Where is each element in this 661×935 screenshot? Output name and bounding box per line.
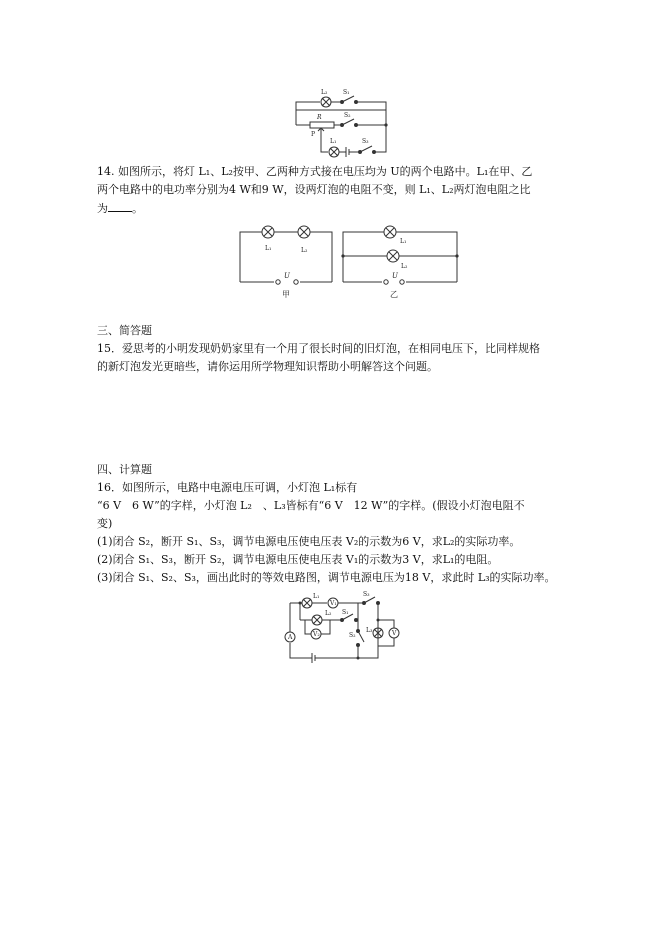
jia-label-l2: L₂ [301, 247, 308, 254]
q16-line-1: 16．如图所示，电路中电源电压可调，小灯泡 L₁标有 [97, 481, 358, 494]
q14-line-2: 两个电路中的电功率分别为4 W和9 W，设两灯泡的电阻不变，则 L₁、L₂两灯泡电阻之比 [97, 183, 531, 196]
jia-caption: 甲 [282, 290, 290, 299]
top-label-s3: S₃ [362, 138, 369, 145]
top-label-p: P [311, 131, 316, 138]
q14-line-3-prefix: 为 [97, 202, 108, 215]
fig16-label-s2: S₂ [349, 632, 356, 639]
top-label-l2: L₂ [321, 89, 328, 96]
fig16-label-v1: V₁ [330, 600, 337, 607]
fig16-label-v2: V₂ [313, 631, 320, 638]
fig16-label-s3: S₃ [363, 591, 370, 598]
fig16-label-s1: S₁ [342, 609, 349, 616]
q16-line-2: “6 V 6 W”的字样，小灯泡 L₂ 、L₃皆标有“6 V 12 W”的字样。(假设小灯泡电阻不 [97, 499, 525, 512]
top-label-s1: S₁ [343, 89, 350, 96]
yi-label-u: U [392, 272, 398, 280]
section-3-title: 三、简答题 [97, 324, 152, 337]
fig16-label-v: V [392, 630, 397, 637]
q15-line-2: 的新灯泡发光更暗些，请你运用所学物理知识帮助小明解答这个问题。 [97, 360, 438, 373]
fig16-label-l3: L₃ [366, 627, 373, 634]
yi-caption: 乙 [390, 290, 398, 299]
yi-label-l1: L₁ [400, 238, 407, 245]
fig16-label-l2: L₂ [325, 610, 332, 617]
top-label-r: R [317, 114, 322, 121]
top-label-l1: L₁ [330, 138, 337, 145]
q16-part-1: (1)闭合 S₂，断开 S₁、S₃，调节电源电压使电压表 V₂的示数为6 V，求L₂的实际功率。 [97, 535, 521, 548]
jia-label-l1: L₁ [265, 245, 272, 252]
q14-line-3-suffix: 。 [132, 202, 143, 215]
fig16-label-l1: L₁ [313, 593, 320, 600]
fig16-label-a: A [288, 634, 293, 641]
q16-line-3: 变) [97, 517, 113, 530]
q16-part-2: (2)闭合 S₁、S₃，断开 S₂，调节电源电压使电压表 V₁的示数为3 V，求L₁的电阻。 [97, 553, 499, 566]
q16-part-3: (3)闭合 S₁、S₂、S₃，画出此时的等效电路图，调节电源电压为18 V，求此时 L₃的实际功率。 [97, 571, 556, 584]
top-label-s2: S₂ [344, 112, 351, 119]
section-4-title: 四、计算题 [97, 463, 152, 476]
yi-label-l2: L₂ [401, 263, 408, 270]
q14-line-1: 14. 如图所示，将灯 L₁、L₂按甲、乙两种方式接在电压均为 U的两个电路中。L₁在甲、乙 [97, 165, 533, 178]
q15-line-1: 15．爱思考的小明发现奶奶家里有一个用了很长时间的旧灯泡，在相同电压下，比同样规格 [97, 342, 540, 355]
jia-label-u: U [284, 272, 290, 280]
